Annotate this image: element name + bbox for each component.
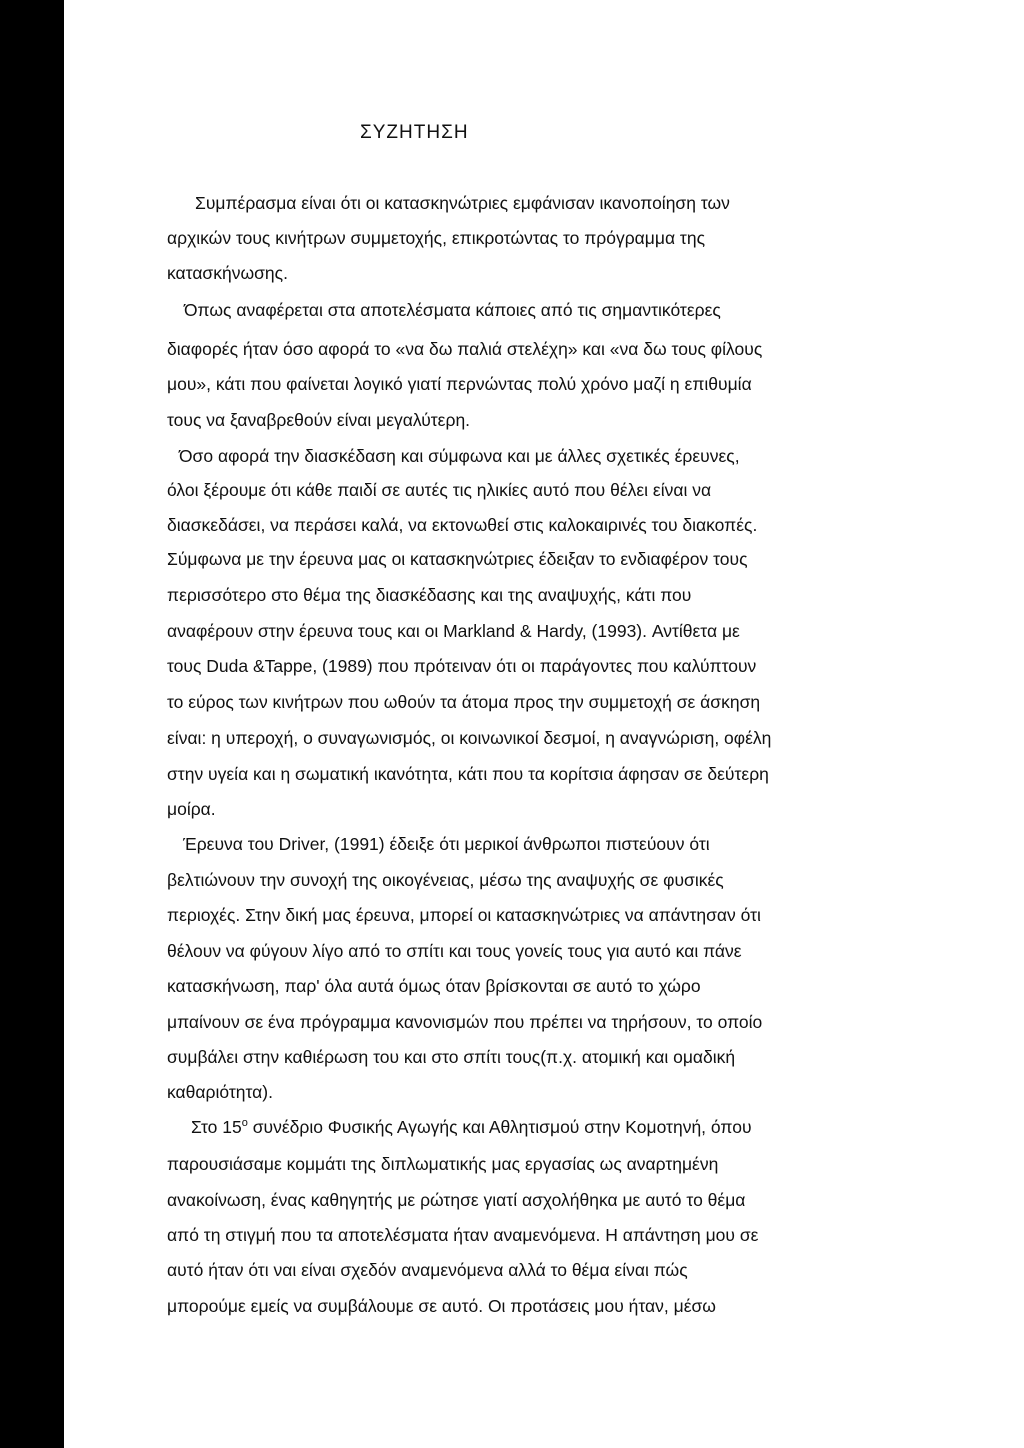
binding-hole [14,286,32,330]
binding-hole [14,1196,32,1240]
binding-hole [14,496,32,540]
binding-hole [14,566,32,610]
text-line: διαφορές ήταν όσο αφορά το «να δω παλιά στελέχη» και «να δω τους φίλους [167,339,763,359]
text-line: αρχικών τους κινήτρων συμμετοχής, επικροτώντας το πρόγραμμα της [167,228,706,248]
text-line: ανακοίνωση, ένας καθηγητής με ρώτησε γιατί ασχολήθηκα με αυτό το θέμα [167,1190,746,1210]
text-line [191,1117,752,1138]
binding-hole [14,1056,32,1100]
text-line: θέλουν να φύγουν λίγο από το σπίτι και τους γονείς τους για αυτό και πάνε [167,941,742,961]
text-line: στην υγεία και η σωματική ικανότητα, κάτι που τα κορίτσια άφησαν σε δεύτερη [167,764,769,784]
binding-hole [14,916,32,960]
text-line: Όσο αφορά την διασκέδαση και σύμφωνα και με άλλες σχετικές έρευνες, [179,446,740,466]
binding-hole [14,776,32,820]
text-line: Συμπέρασμα είναι ότι οι κατασκηνώτριες εμφάνισαν ικανοποίηση των [195,193,730,213]
binding-hole [14,1400,32,1444]
text-line: διασκεδάσει, να περάσει καλά, να εκτονωθεί στις καλοκαιρινές του διακοπές. [167,515,758,535]
binding-hole [14,216,32,260]
text-fragment: Στο 15 [191,1117,242,1137]
text-line: είναι: η υπεροχή, ο συναγωνισμός, οι κοινωνικοί δεσμοί, η αναγνώριση, οφέλη [167,728,772,748]
text-line: μου», κάτι που φαίνεται λογικό γιατί περνώντας πολύ χρόνο μαζί η επιθυμία [167,374,752,394]
text-line: Έρευνα του Driver, (1991) έδειξε ότι μερικοί άνθρωποι πιστεύουν ότι [183,834,710,854]
binding-hole [14,636,32,680]
binding-hole [14,706,32,750]
text-line: αυτό ήταν ότι ναι είναι σχεδόν αναμενόμενα αλλά το θέμα είναι πώς [167,1260,688,1280]
text-line: βελτιώνουν την συνοχή της οικογένειας, μέσω της αναψυχής σε φυσικές [167,870,724,890]
text-line: παρουσιάσαμε κομμάτι της διπλωματικής μας εργασίας ως αναρτημένη [167,1154,719,1174]
text-line: από τη στιγμή που τα αποτελέσματα ήταν αναμενόμενα. Η απάντηση μου σε [167,1225,759,1245]
binding-hole [14,1266,32,1310]
binding-hole [14,1336,32,1380]
text-line: μοίρα. [167,799,216,819]
text-line: μπαίνουν σε ένα πρόγραμμα κανονισμών που πρέπει να τηρήσουν, το οποίο [167,1012,763,1032]
text-line: μπορούμε εμείς να συμβάλουμε σε αυτό. Οι προτάσεις μου ήταν, μέσω [167,1296,716,1316]
binding-hole [14,426,32,470]
section-heading: ΣΥΖΗΤΗΣΗ [360,122,469,143]
binding-hole [14,146,32,190]
text-line: συμβάλει στην καθιέρωση του και στο σπίτι τους(π.χ. ατομική και ομαδική [167,1047,736,1067]
superscript-degree: ο [241,1117,248,1130]
binding-hole [14,1126,32,1170]
text-line: το εύρος των κινήτρων που ωθούν τα άτομα προς την συμμετοχή σε άσκηση [167,692,761,712]
text-line: αναφέρουν στην έρευνα τους και οι Markland & Hardy, (1993). Αντίθετα με [167,621,740,641]
text-line: κατασκήνωσης. [167,263,288,283]
text-line: τους να ξαναβρεθούν είναι μεγαλύτερη. [167,410,471,430]
binding-edge [0,0,64,1448]
document-page [64,0,1024,1448]
text-line: τους Duda &Tappe, (1989) που πρότειναν ότι οι παράγοντες που καλύπτουν [167,656,757,676]
text-line: καθαριότητα). [167,1082,273,1102]
text-line: Σύμφωνα με την έρευνα μας οι κατασκηνώτριες έδειξαν το ενδιαφέρον τους [167,549,748,569]
binding-hole [14,846,32,890]
text-line: όλοι ξέρουμε ότι κάθε παιδί σε αυτές τις ηλικίες αυτό που θέλει είναι να [167,480,712,500]
binding-hole [14,74,32,118]
binding-hole [14,6,32,50]
binding-hole [14,986,32,1030]
binding-hole [14,356,32,400]
text-line: κατασκήνωση, παρ' όλα αυτά όμως όταν βρίσκονται σε αυτό το χώρο [167,976,701,996]
text-line: Όπως αναφέρεται στα αποτελέσματα κάποιες από τις σημαντικότερες [184,300,721,320]
text-line: περισσότερο στο θέμα της διασκέδασης και της αναψυχής, κάτι που [167,585,692,605]
text-fragment: συνέδριο Φυσικής Αγωγής και Αθλητισμού στην Κομοτηνή, όπου [247,1117,752,1137]
text-line: περιοχές. Στην δική μας έρευνα, μπορεί οι κατασκηνώτριες να απάντησαν ότι [167,905,761,925]
